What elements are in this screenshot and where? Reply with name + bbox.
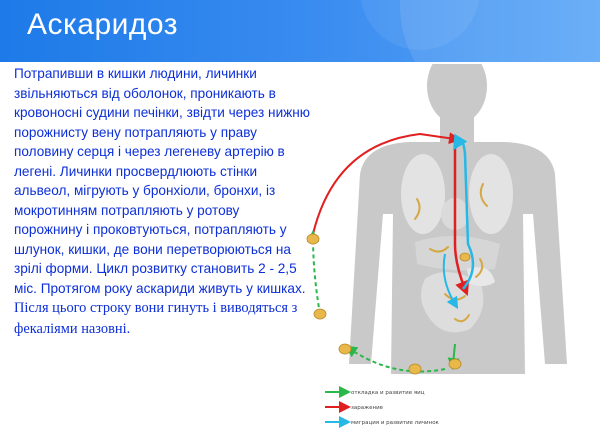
- ascaris-lifecycle-diagram: [305, 64, 598, 440]
- paragraph-serif: Після цього строку вони гинуть і виводяться з фекаліями назовні.: [14, 300, 298, 337]
- paragraph-sans: Потрапивши в кишки людини, личинки звільняються від оболонок, проникають в кровоносні судини печінки, звідти через нижню порожнисту вену потрапляють у праву половину серця і через легеневу артерію в легені. Личинки просвердлюють стінки альвеол, мігрують у бронхіоли, бронхи, із мокротинням потрапляють у ротову порожнину і проковтуються, потрапляють у шлунок, кишки, де вони перетворюються на зрілі форми. Цикл розвитку становить 2 - 2,5 міс. Протягом року аскариди живуть у кишках.: [14, 66, 310, 296]
- legend-label-eggs: откладка и развитие яиц: [351, 390, 425, 396]
- slide-title: Аскаридоз: [27, 8, 179, 41]
- legend-label-infection: заражение: [351, 405, 384, 411]
- legend: [325, 390, 440, 426]
- diagram-svg: [305, 64, 598, 440]
- body-paragraph: [14, 64, 310, 339]
- legend-label-migration: миграция и развитие личинок: [351, 420, 439, 426]
- egg-cycle-path-left: [313, 236, 320, 314]
